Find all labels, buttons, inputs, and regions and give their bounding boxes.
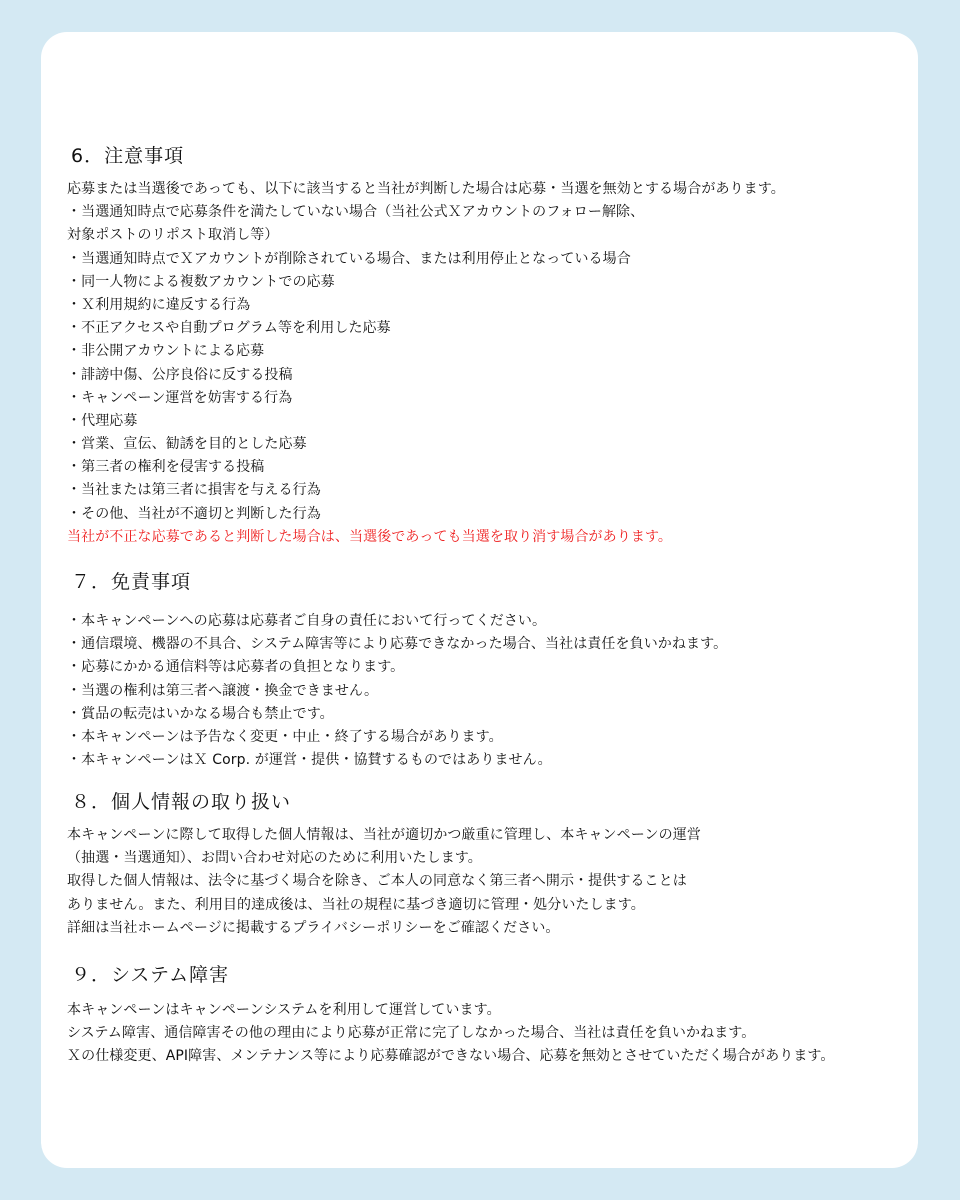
body-line: 本キャンペーンに際して取得した個人情報は、当社が適切かつ厳重に管理し、本キャンペーンの運営 (67, 827, 701, 843)
section-heading: 6．注意事項 (71, 145, 185, 167)
section-body (67, 610, 917, 772)
content-card (41, 32, 918, 1168)
body-line: 取得した個人情報は、法令に基づく場合を除き、ご本人の同意なく第三者へ開示・提供することは (67, 873, 687, 890)
list-item: ・非公開アカウントによる応募 (67, 343, 265, 360)
body-line: （抽選・当選通知）、お問い合わせ対応のために利用いたします。 (67, 850, 482, 867)
body-line: 応募または当選後であっても、以下に該当すると当社が判断した場合は応募・当選を無効とする場合があります。 (67, 181, 785, 197)
list-item: ・誹謗中傷、公序良俗に反する投稿 (67, 366, 293, 383)
body-line: Ｘの仕様変更、API障害、メンテナンス等により応募確認ができない場合、応募を無効とさせていただく場合があります。 (67, 1048, 835, 1065)
list-item: ・キャンペーン運営を妨害する行為 (67, 389, 293, 406)
body-line: システム障害、通信障害その他の理由により応募が正常に完了しなかった場合、当社は責任を負いかねます。 (67, 1025, 756, 1042)
section-body (67, 999, 917, 1069)
section-heading: ９．システム障害 (71, 964, 230, 986)
section-body (67, 178, 917, 549)
list-item: ・当選の権利は第三者へ譲渡・換金できません。 (67, 682, 379, 699)
list-item: ・応募にかかる通信料等は応募者の負担となります。 (67, 659, 405, 676)
list-item: ・賞品の転売はいかなる場合も禁止です。 (67, 705, 334, 722)
warning-note: 当社が不正な応募であると判断した場合は、当選後であっても当選を取り消す場合があります。 (67, 528, 673, 545)
list-item: ・代理応募 (67, 412, 138, 429)
list-item: ・第三者の権利を侵害する投稿 (67, 459, 265, 476)
section-heading: ８．個人情報の取り扱い (71, 791, 292, 813)
list-item: ・営業、宣伝、勧誘を目的とした応募 (67, 436, 307, 453)
list-item: ・通信環境、機器の不具合、システム障害等により応募できなかった場合、当社は責任を負いかねます。 (67, 636, 728, 653)
list-item: ・その他、当社が不適切と判断した行為 (67, 505, 321, 522)
list-item: ・本キャンペーンは予告なく変更・中止・終了する場合があります。 (67, 728, 503, 745)
list-item: ・Ｘ利用規約に違反する行為 (67, 296, 251, 313)
section-system-failure (67, 961, 917, 1069)
section-precautions (67, 142, 917, 549)
list-item: ・本キャンペーンへの応募は応募者ご自身の責任において行ってください。 (67, 613, 547, 629)
list-item: ・当社または第三者に損害を与える行為 (67, 482, 321, 499)
list-item: ・本キャンペーンはＸ Corp. が運営・提供・協賛するものではありません。 (67, 752, 552, 769)
list-item: ・当選通知時点で応募条件を満たしていない場合（当社公式Ｘアカウントのフォロー解除、 (67, 204, 645, 221)
section-personal-info (67, 788, 917, 940)
section-heading: ７．免責事項 (71, 571, 192, 593)
body-line: 本キャンペーンはキャンペーンシステムを利用して運営しています。 (67, 1002, 501, 1018)
list-item: ・当選通知時点でＸアカウントが削除されている場合、または利用停止となっている場合 (67, 250, 631, 267)
section-body (67, 824, 917, 940)
body-line: ありません。また、利用目的達成後は、当社の規程に基づき適切に管理・処分いたします。 (67, 896, 645, 913)
list-item: ・不正アクセスや自動プログラム等を利用した応募 (67, 320, 391, 337)
section-disclaimer (67, 568, 917, 772)
list-item-continuation: 対象ポストのリポスト取消し等） (67, 227, 279, 244)
list-item: ・同一人物による複数アカウントでの応募 (67, 273, 335, 290)
body-line: 詳細は当社ホームページに掲載するプライバシーポリシーをご確認ください。 (67, 919, 560, 936)
